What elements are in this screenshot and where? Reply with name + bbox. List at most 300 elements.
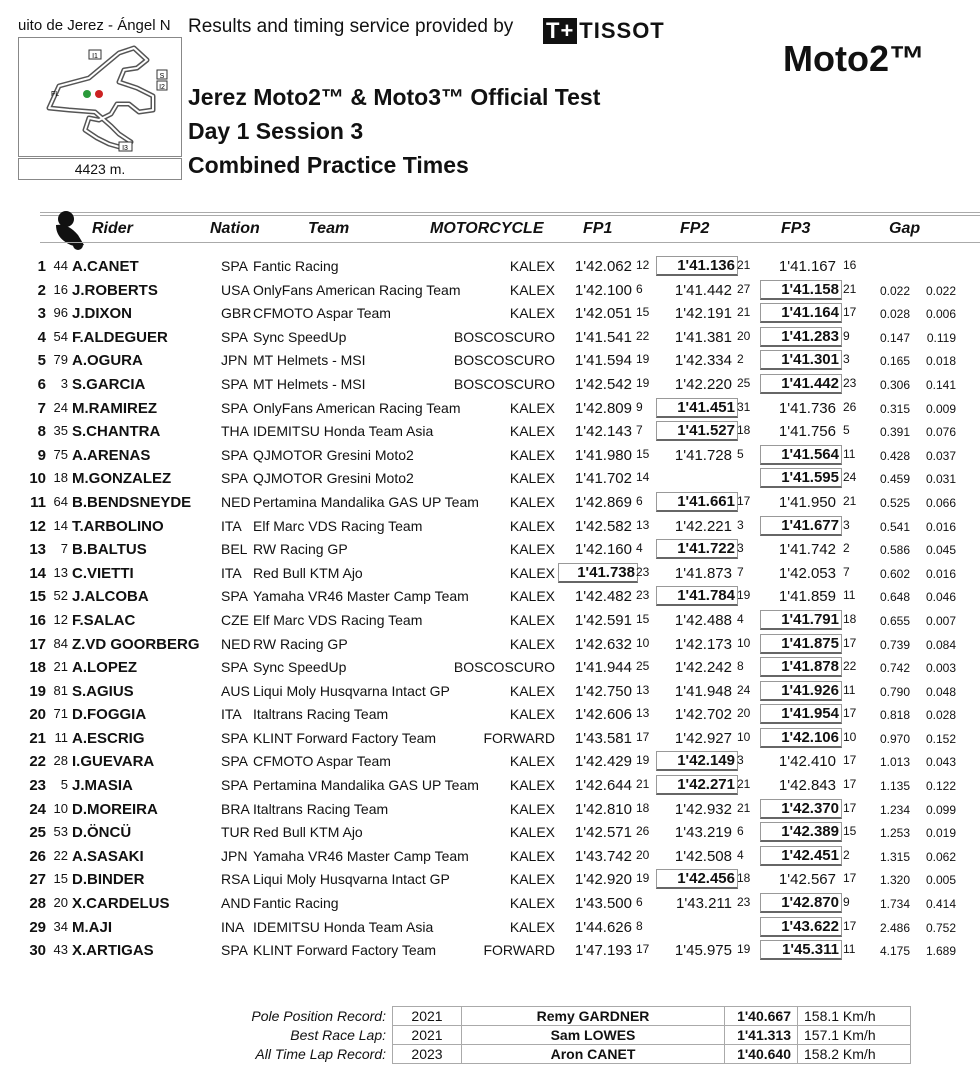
fp3-time: 1'42.843 [778, 777, 836, 795]
fp1-lap: 15 [636, 611, 650, 626]
fp2-lap: 23 [737, 895, 751, 910]
fp3-lap: 17 [843, 305, 857, 320]
sponsor-logo: T+ TISSOT [543, 18, 665, 44]
motorcycle: KALEX [509, 588, 555, 605]
team: RW Racing GP [253, 635, 348, 652]
gap: 1.734 [879, 897, 910, 912]
fp2-lap: 6 [737, 824, 744, 839]
table-row [0, 326, 980, 350]
position: 24 [29, 800, 46, 818]
team: MT Helmets - MSI [253, 375, 366, 392]
interval: 0.016 [925, 566, 956, 581]
position: 28 [29, 895, 46, 913]
motorcycle: BOSCOSCURO [453, 352, 555, 369]
col-gap: Gap [889, 220, 921, 237]
rider-number: 18 [53, 470, 68, 486]
rider-number: 44 [53, 258, 68, 273]
table-row [0, 680, 980, 704]
position: 5 [37, 352, 46, 370]
fp3-time: 1'42.053 [778, 564, 836, 582]
team: Sync SpeedUp [253, 659, 347, 676]
fp1-lap: 9 [636, 399, 643, 414]
position: 8 [37, 423, 46, 441]
fp3-lap: 11 [843, 942, 856, 957]
fp2-time: 1'41.661 [656, 492, 738, 512]
fp2-time: 1'42.221 [674, 517, 732, 535]
interval: 0.028 [925, 708, 956, 723]
rider-name: F.ALDEGUER [72, 328, 168, 346]
nation: SPA [221, 753, 248, 770]
record-holder: Aron CANET [462, 1045, 725, 1064]
nation: SPA [221, 470, 248, 487]
fp2-lap: 21 [737, 800, 751, 815]
gap: 0.790 [879, 684, 910, 699]
fp2-lap: 5 [737, 446, 744, 461]
svg-text:S: S [159, 73, 165, 80]
gap: 0.391 [879, 425, 910, 440]
fp1-lap: 17 [636, 729, 650, 744]
fp2-time: 1'41.381 [674, 328, 732, 346]
rider-number: 7 [60, 541, 68, 557]
rider-name: S.GARCIA [72, 375, 146, 393]
rider-name: D.BINDER [72, 871, 145, 889]
fp3-time: 1'41.283 [760, 327, 842, 347]
rider-number: 53 [53, 824, 68, 840]
table-row [0, 916, 980, 940]
position: 16 [29, 611, 46, 629]
team: Pertamina Mandalika GAS UP Team [253, 777, 479, 794]
svg-text:I2: I2 [159, 84, 165, 91]
fp3-lap: 3 [843, 352, 850, 367]
fp1-lap: 13 [636, 706, 650, 721]
gap: 1.013 [879, 755, 910, 770]
nation: USA [221, 281, 250, 298]
fp2-lap: 21 [737, 305, 751, 320]
rider-number: 28 [53, 753, 68, 769]
interval: 0.043 [925, 755, 956, 770]
motorcycle: KALEX [509, 399, 555, 416]
motorcycle: KALEX [509, 470, 555, 487]
table-row [0, 349, 980, 373]
gap: 0.970 [879, 731, 910, 746]
position: 7 [37, 399, 46, 417]
record-year: 2023 [393, 1045, 462, 1064]
fp1-lap: 8 [636, 918, 643, 933]
fp3-lap: 21 [843, 493, 857, 508]
table-row [0, 750, 980, 774]
fp2-time: 1'43.211 [676, 895, 732, 913]
table-row [0, 279, 980, 303]
interval: 0.752 [925, 920, 956, 935]
fp3-time: 1'41.564 [760, 445, 842, 465]
fp2-lap: 17 [737, 493, 751, 508]
fp2-time: 1'41.527 [656, 421, 738, 441]
motorcycle: KALEX [509, 895, 555, 912]
interval: 0.066 [925, 495, 956, 510]
class-name: Moto2™ [783, 38, 925, 79]
motorcycle: KALEX [509, 564, 555, 581]
fp2-time: 1'42.271 [656, 775, 738, 795]
interval: 0.046 [925, 590, 956, 605]
position: 14 [29, 564, 46, 582]
rider-number: 24 [53, 399, 68, 415]
position: 22 [29, 753, 46, 771]
fp1-time: 1'42.143 [574, 423, 632, 441]
nation: SPA [221, 446, 248, 463]
record-speed: 158.2 Km/h [798, 1045, 911, 1064]
fp2-lap: 10 [737, 729, 751, 744]
interval: 0.003 [925, 661, 956, 676]
nation: SPA [221, 399, 248, 416]
col-motorcycle: MOTORCYCLE [430, 220, 544, 237]
record-year: 2021 [393, 1007, 462, 1026]
record-label: Pole Position Record: [251, 1008, 386, 1024]
nation: JPN [221, 352, 248, 369]
fp1-time: 1'41.702 [574, 470, 632, 488]
team: QJMOTOR Gresini Moto2 [253, 470, 414, 487]
nation: GBR [221, 305, 252, 322]
fp2-lap: 20 [737, 706, 751, 721]
fp3-lap: 17 [843, 918, 857, 933]
fp1-lap: 15 [636, 446, 650, 461]
record-row [240, 1007, 911, 1026]
nation: AUS [221, 682, 250, 699]
fp1-time: 1'42.482 [574, 588, 632, 606]
team: Liqui Moly Husqvarna Intact GP [253, 871, 450, 888]
fp1-time: 1'43.742 [574, 847, 632, 865]
team: Elf Marc VDS Racing Team [253, 611, 423, 628]
gap: 0.428 [879, 448, 910, 463]
motorcycle: KALEX [509, 517, 555, 534]
fp1-time: 1'42.591 [574, 611, 632, 629]
fp1-time: 1'42.582 [574, 517, 632, 535]
fp3-time: 1'41.791 [760, 610, 842, 630]
fp1-lap: 19 [636, 753, 650, 768]
fp3-time: 1'41.301 [760, 350, 842, 370]
fp1-time: 1'41.944 [574, 659, 632, 677]
nation: NED [221, 635, 251, 652]
records-table [240, 1006, 911, 1064]
fp2-time: 1'41.722 [656, 539, 738, 559]
record-time: 1'40.667 [725, 1007, 798, 1026]
fp2-lap: 3 [737, 517, 744, 532]
fp2-lap: 25 [737, 375, 751, 390]
fp2-lap: 31 [737, 399, 751, 414]
fp2-time: 1'41.784 [656, 586, 738, 606]
rider-name: M.RAMIREZ [72, 399, 157, 417]
record-speed: 158.1 Km/h [798, 1007, 911, 1026]
fp3-lap: 18 [843, 611, 857, 626]
col-fp2: FP2 [680, 220, 710, 237]
fp1-lap: 6 [636, 895, 643, 910]
rider-number: 79 [53, 352, 68, 368]
fp1-lap: 22 [636, 328, 650, 343]
fp2-lap: 18 [737, 423, 751, 438]
fp1-lap: 20 [636, 847, 650, 862]
gap: 0.818 [879, 708, 910, 723]
table-row [0, 703, 980, 727]
fp2-lap: 19 [737, 942, 751, 957]
fp3-lap: 17 [843, 777, 857, 792]
team: Yamaha VR46 Master Camp Team [253, 588, 469, 605]
nation: CZE [221, 611, 249, 628]
fp3-lap: 23 [843, 375, 857, 390]
fp2-lap: 21 [737, 777, 751, 792]
circuit-length: 4423 m. [18, 158, 182, 180]
header-rule [40, 242, 980, 243]
nation: BRA [221, 800, 250, 817]
fp1-time: 1'42.920 [574, 871, 632, 889]
fp2-time: 1'41.442 [674, 281, 732, 299]
circuit-map-icon [19, 38, 181, 156]
nation: SPA [221, 588, 248, 605]
nation: INA [221, 918, 245, 935]
motorcycle: KALEX [509, 918, 555, 935]
fp3-lap: 26 [843, 399, 857, 414]
position: 1 [37, 258, 46, 275]
tissot-cross-icon: T+ [543, 18, 577, 44]
fp1-time: 1'42.429 [574, 753, 632, 771]
svg-text:FL: FL [51, 91, 60, 98]
gap: 0.742 [879, 661, 910, 676]
gap: 0.315 [879, 401, 910, 416]
fp3-time: 1'42.567 [778, 871, 836, 889]
team: CFMOTO Aspar Team [253, 305, 391, 322]
rider-name: Z.VD GOORBERG [72, 635, 200, 653]
motorcycle: KALEX [509, 258, 555, 274]
fp2-time: 1'42.508 [674, 847, 732, 865]
fp1-lap: 19 [636, 375, 650, 390]
circuit-map [18, 37, 182, 157]
gap: 0.022 [879, 283, 910, 298]
team: RW Racing GP [253, 541, 348, 558]
interval: 0.045 [925, 543, 956, 558]
interval: 0.037 [925, 448, 956, 463]
position: 30 [29, 942, 46, 960]
fp2-time: 1'41.451 [656, 398, 738, 418]
fp3-lap: 5 [843, 423, 850, 438]
fp3-lap: 11 [843, 682, 856, 697]
table-row [0, 845, 980, 869]
table-row [0, 444, 980, 468]
fp2-lap: 24 [737, 682, 751, 697]
position: 29 [29, 918, 46, 936]
fp1-time: 1'42.542 [574, 375, 632, 393]
rider-name: J.MASIA [72, 777, 133, 795]
fp3-time: 1'41.742 [778, 541, 836, 559]
gap: 0.147 [879, 330, 910, 345]
fp2-lap: 27 [737, 281, 751, 296]
report-title: Combined Practice Times [188, 152, 469, 178]
nation: ITA [221, 517, 242, 534]
gap: 0.525 [879, 495, 910, 510]
rider-number: 43 [53, 942, 68, 958]
rider-number: 22 [53, 847, 68, 863]
position: 13 [29, 541, 46, 559]
rider-number: 13 [53, 564, 68, 580]
team: IDEMITSU Honda Team Asia [253, 423, 434, 440]
fp3-lap: 3 [843, 517, 850, 532]
nation: BEL [221, 541, 248, 558]
rider-number: 54 [53, 328, 68, 344]
rider-name: X.ARTIGAS [72, 942, 154, 960]
fp3-time: 1'41.859 [778, 588, 836, 606]
fp2-time: 1'42.242 [674, 659, 732, 677]
rider-number: 81 [53, 682, 68, 698]
table-row [0, 821, 980, 845]
position: 18 [29, 659, 46, 677]
rider-name: J.DIXON [72, 305, 133, 323]
gap: 0.602 [879, 566, 910, 581]
rider-name: B.BALTUS [72, 541, 147, 559]
motorcycle: KALEX [509, 753, 555, 770]
position: 20 [29, 706, 46, 724]
fp3-lap: 2 [843, 541, 850, 556]
team: Fantic Racing [253, 258, 339, 274]
interval: 0.018 [925, 354, 956, 369]
svg-text:I1: I1 [92, 53, 98, 60]
table-row [0, 397, 980, 421]
record-row [240, 1026, 911, 1045]
rider-name: T.ARBOLINO [72, 517, 164, 535]
gap: 1.253 [879, 826, 910, 841]
interval: 0.022 [925, 283, 956, 298]
rider-name: D.FOGGIA [72, 706, 147, 724]
rider-name: D.ÖNCÜ [72, 824, 132, 842]
nation: SPA [221, 328, 248, 345]
fp1-lap: 18 [636, 800, 650, 815]
rider-name: F.SALAC [72, 611, 136, 629]
rider-name: B.BENDSNEYDE [72, 493, 192, 511]
motorcycle: KALEX [509, 635, 555, 652]
record-time: 1'41.313 [725, 1026, 798, 1045]
rider-number: 14 [53, 517, 68, 533]
col-fp1: FP1 [583, 220, 613, 237]
fp1-lap: 7 [636, 423, 643, 438]
table-row [0, 609, 980, 633]
table-row [0, 562, 980, 586]
interval: 0.016 [925, 519, 956, 534]
rider-number: 34 [53, 918, 68, 934]
fp2-time: 1'41.873 [674, 564, 732, 582]
motorcycle: KALEX [509, 493, 555, 510]
position: 10 [29, 470, 46, 488]
team: KLINT Forward Factory Team [253, 942, 437, 959]
fp1-time: 1'42.632 [574, 635, 632, 653]
nation: TUR [221, 824, 250, 841]
gap: 0.586 [879, 543, 910, 558]
interval: 0.122 [925, 779, 956, 794]
fp1-lap: 21 [636, 777, 650, 792]
fp3-lap: 9 [843, 328, 850, 343]
interval: 0.084 [925, 637, 956, 652]
fp1-time: 1'42.750 [574, 682, 632, 700]
team: Red Bull KTM Ajo [253, 824, 363, 841]
team: MT Helmets - MSI [253, 352, 366, 369]
rider-number: 21 [53, 659, 68, 675]
team: Yamaha VR46 Master Camp Team [253, 847, 469, 864]
motorcycle: KALEX [509, 305, 555, 322]
team: Fantic Racing [253, 895, 339, 912]
fp1-lap: 17 [636, 942, 650, 957]
team: KLINT Forward Factory Team [253, 729, 437, 746]
team: QJMOTOR Gresini Moto2 [253, 446, 414, 463]
table-row [0, 892, 980, 916]
timing-provider-text: Results and timing service provided by [188, 16, 514, 37]
gap: 0.739 [879, 637, 910, 652]
record-year: 2021 [393, 1026, 462, 1045]
fp3-lap: 9 [843, 895, 850, 910]
fp2-time: 1'42.932 [674, 800, 732, 818]
fp3-time: 1'41.158 [760, 280, 842, 300]
fp2-time: 1'42.456 [656, 869, 738, 889]
rider-number: 15 [53, 871, 68, 887]
svg-text:I3: I3 [122, 145, 128, 152]
fp2-time: 1'42.702 [674, 706, 732, 724]
fp2-lap: 21 [737, 258, 751, 272]
rider-name: A.LOPEZ [72, 659, 138, 677]
fp1-time: 1'41.980 [574, 446, 632, 464]
fp3-lap: 24 [843, 470, 857, 485]
fp3-lap: 7 [843, 564, 850, 579]
table-row [0, 538, 980, 562]
fp3-lap: 10 [843, 729, 857, 744]
fp3-lap: 17 [843, 753, 857, 768]
position: 6 [37, 375, 46, 393]
motorcycle: BOSCOSCURO [453, 659, 555, 676]
interval: 0.005 [925, 873, 956, 888]
gap: 2.486 [879, 920, 910, 935]
fp1-time: 1'41.594 [574, 352, 632, 370]
rider-name: A.OGURA [72, 352, 143, 370]
gap: 0.648 [879, 590, 910, 605]
fp1-lap: 23 [636, 564, 650, 579]
team: Elf Marc VDS Racing Team [253, 517, 423, 534]
motorcycle: KALEX [509, 423, 555, 440]
record-holder: Remy GARDNER [462, 1007, 725, 1026]
position: 19 [29, 682, 46, 700]
fp1-time: 1'42.869 [574, 493, 632, 511]
fp1-lap: 25 [636, 659, 650, 674]
fp3-time: 1'41.878 [760, 657, 842, 677]
fp1-lap: 19 [636, 871, 650, 886]
table-row [0, 515, 980, 539]
fp2-lap: 18 [737, 871, 751, 886]
fp1-time: 1'42.571 [574, 824, 632, 842]
fp3-time: 1'43.622 [760, 917, 842, 937]
interval: 0.031 [925, 472, 956, 487]
position: 9 [37, 446, 46, 464]
motorcycle: KALEX [509, 541, 555, 558]
interval: 0.076 [925, 425, 956, 440]
table-row [0, 585, 980, 609]
table-row [0, 633, 980, 657]
rider-name: J.ALCOBA [72, 588, 149, 606]
fp1-lap: 15 [636, 305, 650, 320]
rider-number: 96 [53, 305, 68, 321]
fp2-time: 1'42.173 [674, 635, 732, 653]
motorcycle: KALEX [509, 682, 555, 699]
col-team: Team [308, 220, 350, 237]
gap: 1.315 [879, 849, 910, 864]
fp1-lap: 13 [636, 517, 650, 532]
fp2-time: 1'41.728 [674, 446, 732, 464]
table-row [0, 939, 980, 963]
gap: 1.234 [879, 802, 910, 817]
gap: 0.028 [879, 307, 910, 322]
fp2-lap: 19 [737, 588, 751, 603]
nation: ITA [221, 706, 242, 723]
